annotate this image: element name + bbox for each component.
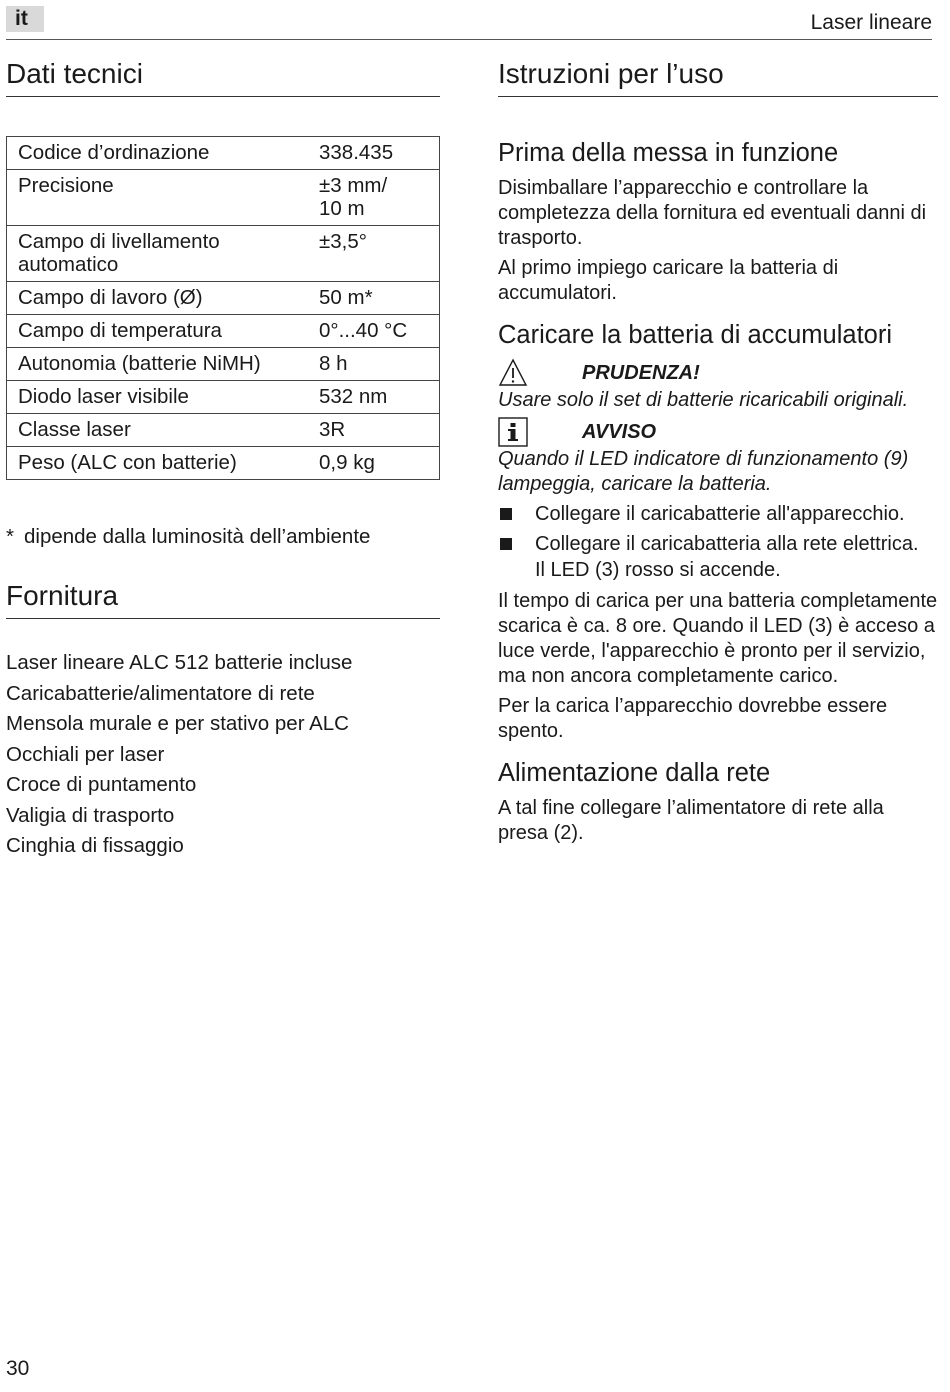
mains-paragraph: A tal fine collegare l’alimentatore di rete alla presa (2). <box>498 797 884 844</box>
spec-label: Autonomia (batterie NiMH) <box>7 348 309 381</box>
before-use-paragraph-1: Disimballare l’apparecchio e controllare la completezza della fornitura ed eventuali danni di trasporto. <box>498 177 927 249</box>
bullet-2-subtext: Il LED (3) rosso si accende. <box>535 559 781 581</box>
spec-value: 338.435 <box>308 137 440 170</box>
page-number: 30 <box>6 1357 30 1380</box>
supply-item: Croce di puntamento <box>6 773 197 796</box>
caution-row <box>498 358 938 388</box>
spec-row <box>7 447 440 480</box>
spec-label: Codice d’ordinazione <box>7 137 309 170</box>
bullet-2-text: Collegare il caricabatteria alla rete elettrica. <box>535 533 919 555</box>
spec-label: Diodo laser visibile <box>7 381 309 414</box>
notice-label: AVVISO <box>582 420 657 443</box>
before-use-heading: Prima della messa in funzione <box>498 139 839 167</box>
spec-row <box>7 282 440 315</box>
before-use-paragraph-2: Al primo impiego caricare la batteria di accumulatori. <box>498 257 839 304</box>
spec-row <box>7 170 440 226</box>
spec-label: Peso (ALC con batterie) <box>7 447 309 480</box>
spec-value: ±3,5° <box>308 226 440 282</box>
supply-item: Mensola murale e per stativo per ALC <box>6 712 349 735</box>
charging-paragraph-1: Il tempo di carica per una batteria completamente scarica è ca. 8 ore. Quando il LED (3) è acceso a luce verde, l'apparecchio è pronto per il servizio, ma non ancora completamente carico. <box>498 590 938 687</box>
warning-triangle-icon <box>498 358 528 388</box>
supply-title: Fornitura <box>6 580 440 619</box>
running-title: Laser lineare <box>810 11 932 34</box>
header-rule <box>6 39 932 40</box>
caution-label: PRUDENZA! <box>582 361 700 384</box>
spec-row <box>7 315 440 348</box>
instructions-title: Istruzioni per l’uso <box>498 58 938 97</box>
footnote-mark: * <box>6 525 14 548</box>
instruction-bullet-2 <box>498 531 938 583</box>
square-bullet-icon <box>500 508 512 520</box>
tech-data-title: Dati tecnici <box>6 58 440 97</box>
language-badge: it <box>6 6 44 32</box>
notice-text: Quando il LED indicatore di funzionamento (9) lampeggia, caricare la batteria. <box>498 448 909 495</box>
spec-value: 0,9 kg <box>308 447 440 480</box>
notice-row <box>498 417 938 447</box>
spec-value: ±3 mm/ 10 m <box>308 170 440 226</box>
supply-item: Caricabatterie/alimentatore di rete <box>6 681 315 705</box>
spec-label: Precisione <box>7 170 309 226</box>
supply-item: Cinghia di fissaggio <box>6 834 184 857</box>
spec-value: 0°...40 °C <box>308 315 440 348</box>
spec-row <box>7 414 440 447</box>
spec-label: Classe laser <box>7 414 309 447</box>
instruction-bullet-1 <box>498 501 938 527</box>
info-icon <box>498 417 528 447</box>
spec-row <box>7 137 440 170</box>
supply-item: Valigia di trasporto <box>6 803 175 827</box>
supply-item: Occhiali per laser <box>6 742 165 766</box>
spec-value: 3R <box>308 414 440 447</box>
caution-text: Usare solo il set di batterie ricaricabili originali. <box>498 389 909 411</box>
spec-label: Campo di livellamento automatico <box>7 226 309 282</box>
mains-heading: Alimentazione dalla rete <box>498 759 771 787</box>
footnote-text: dipende dalla luminosità dell’ambiente <box>23 525 371 548</box>
spec-label: Campo di temperatura <box>7 315 309 348</box>
spec-row <box>7 381 440 414</box>
bullet-1-text: Collegare il caricabatterie all'apparecchio. <box>535 503 905 525</box>
spec-label: Campo di lavoro (Ø) <box>7 282 309 315</box>
square-bullet-icon <box>500 538 512 550</box>
charging-paragraph-2: Per la carica l’apparecchio dovrebbe essere spento. <box>498 695 888 742</box>
spec-value: 50 m* <box>308 282 440 315</box>
supply-list <box>6 648 352 862</box>
spec-value: 532 nm <box>308 381 440 414</box>
spec-value: 8 h <box>308 348 440 381</box>
supply-item: Laser lineare ALC 512 batterie incluse <box>6 651 353 674</box>
charging-heading: Caricare la batteria di accumulatori <box>498 321 893 349</box>
spec-row <box>7 348 440 381</box>
specs-table <box>6 136 440 480</box>
spec-row <box>7 226 440 282</box>
footnote <box>6 525 370 549</box>
